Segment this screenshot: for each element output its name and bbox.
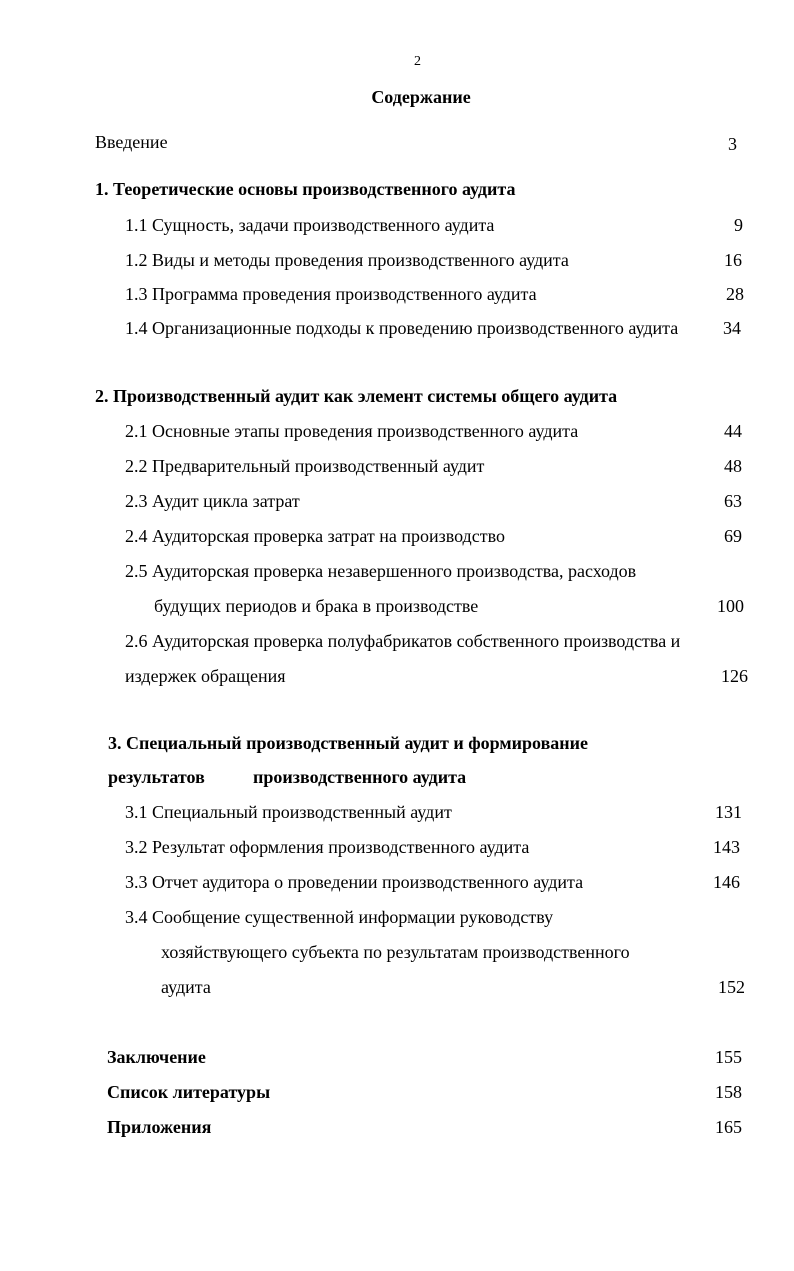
toc-item-1-4: 1.4 Организационные подходы к проведению производственного аудита	[125, 318, 679, 338]
toc-bibliography: Список литературы	[107, 1082, 271, 1102]
toc-item-2-2: 2.2 Предварительный производственный аудит	[125, 456, 485, 476]
toc-item-2-4: 2.4 Аудиторская проверка затрат на производство	[125, 526, 505, 546]
toc-intro-label: Введение	[95, 132, 168, 152]
toc-page-2-1: 44	[724, 421, 742, 441]
toc-page-1-1: 9	[734, 215, 743, 235]
toc-page-appendices: 165	[715, 1117, 742, 1137]
toc-item-2-5-line1: 2.5 Аудиторская проверка незавершенного производства, расходов	[125, 561, 637, 581]
section-1-heading: 1. Теоретические основы производственного аудита	[95, 179, 516, 199]
toc-page-2-5: 100	[717, 596, 744, 616]
toc-item-3-4-line1: 3.4 Сообщение существенной информации руководству	[125, 907, 554, 927]
toc-item-2-3: 2.3 Аудит цикла затрат	[125, 491, 300, 511]
toc-item-3-3: 3.3 Отчет аудитора о проведении производственного аудита	[125, 872, 584, 892]
toc-item-1-2: 1.2 Виды и методы проведения производственного аудита	[125, 250, 569, 270]
toc-intro-page: 3	[728, 134, 737, 154]
toc-page-2-6: 126	[721, 666, 748, 686]
section-2-heading: 2. Производственный аудит как элемент системы общего аудита	[95, 386, 618, 406]
toc-page-2-2: 48	[724, 456, 742, 476]
toc-page-3-2: 143	[713, 837, 740, 857]
toc-conclusion: Заключение	[107, 1047, 206, 1067]
toc-item-2-5-line2: будущих периодов и брака в производстве	[154, 596, 479, 616]
toc-item-1-3: 1.3 Программа проведения производственного аудита	[125, 284, 537, 304]
section-3-heading-line2b: производственного аудита	[253, 767, 467, 787]
section-3-heading-line1: 3. Специальный производственный аудит и формирование	[108, 733, 589, 753]
toc-page-3-3: 146	[713, 872, 740, 892]
toc-page-conclusion: 155	[715, 1047, 742, 1067]
toc-page-3-1: 131	[715, 802, 742, 822]
toc-page-2-3: 63	[724, 491, 742, 511]
toc-item-3-4-line3: аудита	[161, 977, 211, 997]
toc-page-bibliography: 158	[715, 1082, 742, 1102]
toc-page-1-2: 16	[724, 250, 742, 270]
toc-page-3-4: 152	[718, 977, 745, 997]
page-title: Содержание	[371, 87, 471, 107]
toc-page-1-3: 28	[726, 284, 744, 304]
toc-item-3-1: 3.1 Специальный производственный аудит	[125, 802, 452, 822]
toc-item-2-6-line2: издержек обращения	[125, 666, 286, 686]
toc-item-2-6-line1: 2.6 Аудиторская проверка полуфабрикатов собственного производства и	[125, 631, 681, 651]
toc-appendices: Приложения	[107, 1117, 212, 1137]
toc-item-1-1: 1.1 Сущность, задачи производственного аудита	[125, 215, 495, 235]
toc-item-3-4-line2: хозяйствующего субъекта по результатам производственного	[161, 942, 630, 962]
page-number: 2	[414, 54, 421, 69]
toc-item-2-1: 2.1 Основные этапы проведения производственного аудита	[125, 421, 579, 441]
toc-item-3-2: 3.2 Результат оформления производственного аудита	[125, 837, 530, 857]
section-3-heading-line2a: результатов	[108, 767, 205, 787]
toc-page-2-4: 69	[724, 526, 742, 546]
toc-page-1-4: 34	[723, 318, 741, 338]
